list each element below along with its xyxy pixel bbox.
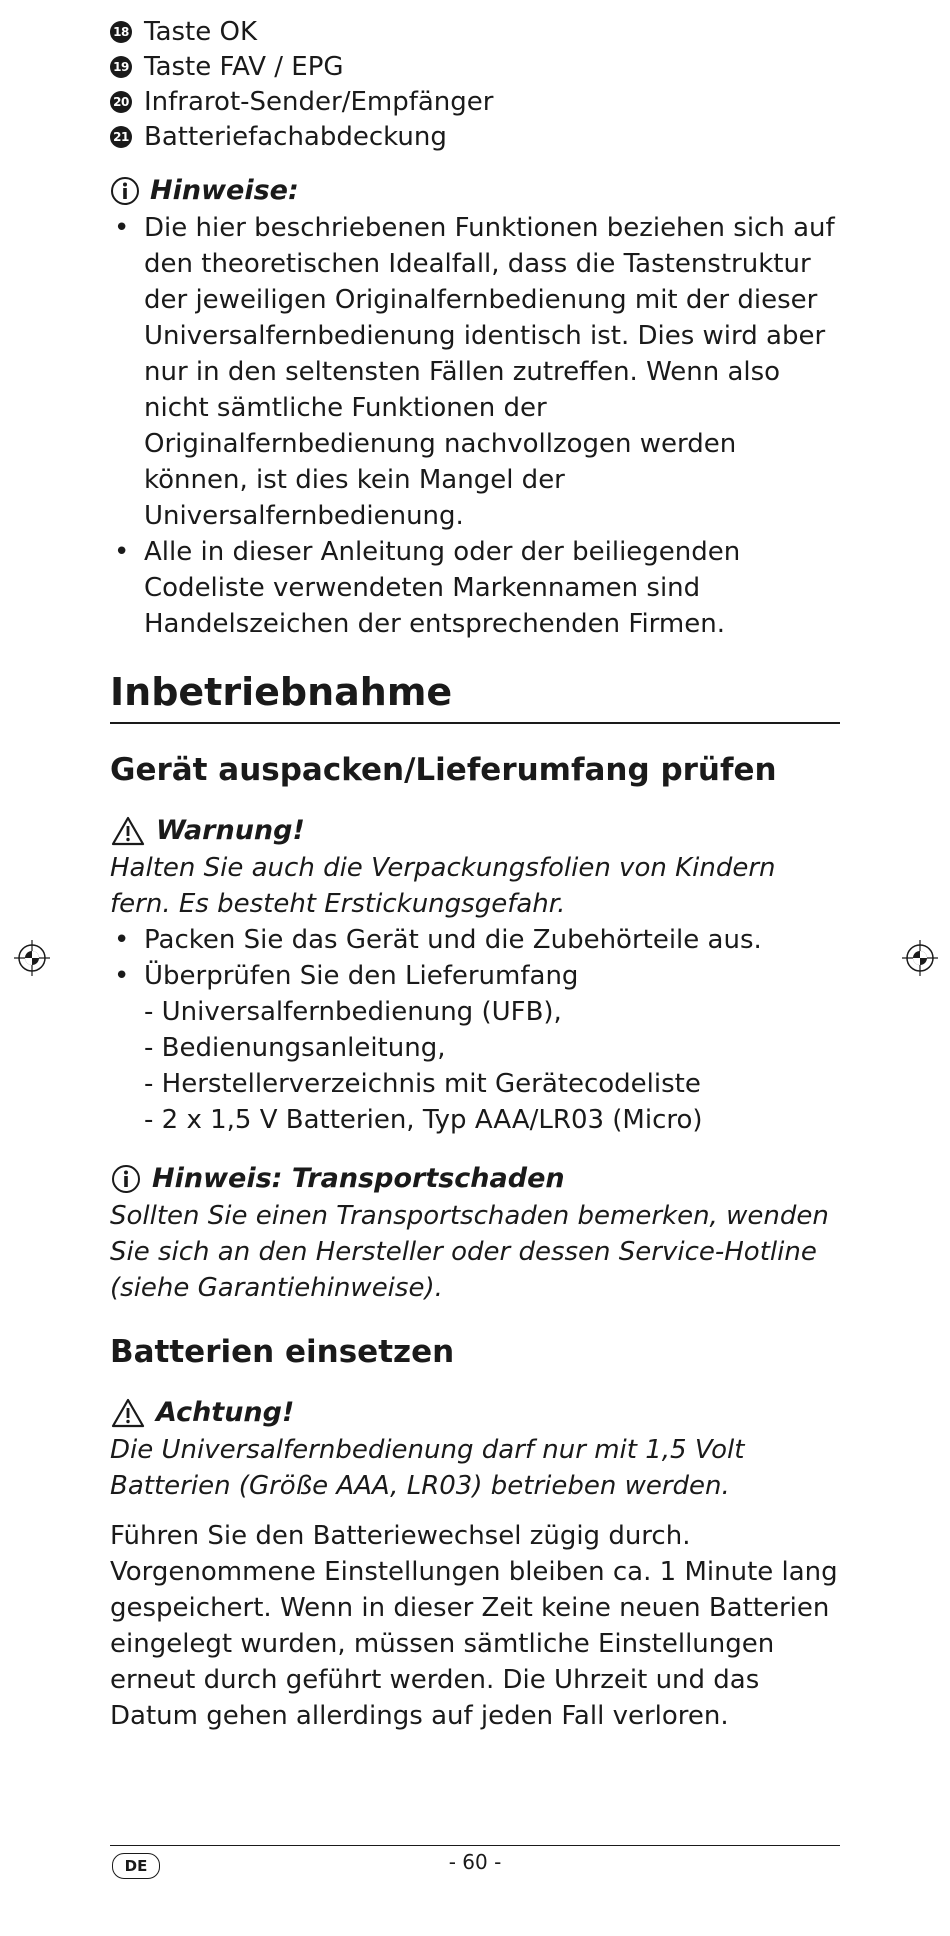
- section-title: Inbetriebnahme: [110, 668, 840, 724]
- list-item: - Herstellerverzeichnis mit Gerätecodeliste: [144, 1069, 701, 1099]
- list-item-text: Batteriefachabdeckung: [144, 121, 447, 152]
- transport-note-title: Hinweis: Transportschaden: [152, 1163, 565, 1194]
- bullet-text: Die hier beschriebenen Funktionen beziehen sich auf den theoretischen Idealfall, dass die Tastenstruktur der jeweiligen Originalfernbedienung mit der dieser Universalfernbedienung identisch ist. Dies wird aber nur in den seltensten Fällen zutreffen. Wenn also nicht sämtliche Funktionen der Originalfernbedienung nachvollzogen werden können, ist dies kein Mangel der Universalfernbedienung.: [144, 213, 835, 531]
- hinweise-list: [110, 210, 840, 642]
- list-item: - 2 x 1,5 V Batterien, Typ AAA/LR03 (Micro): [144, 1105, 703, 1135]
- list-item: [110, 922, 840, 958]
- caution-title: Achtung!: [156, 1397, 295, 1428]
- number-badge: 19: [110, 56, 132, 78]
- warning-text: Halten Sie auch die Verpackungsfolien von Kindern fern. Es besteht Erstickungsgefahr.: [110, 853, 776, 919]
- battery-change-paragraph: Führen Sie den Batteriewechsel zügig durch. Vorgenommene Einstellungen bleiben ca. 1 Minute lang gespeichert. Wenn in dieser Zeit keine neuen Batterien eingelegt wurden, müssen sämtliche Einstellungen erneut durch geführt werden. Die Uhrzeit und das Datum gehen allerdings auf jeden Fall verloren.: [110, 1521, 838, 1731]
- list-item: [110, 84, 840, 119]
- registration-mark-right-icon: [902, 940, 938, 976]
- list-item: [110, 49, 840, 84]
- page-number: - 60 -: [448, 1850, 502, 1874]
- bullet-text: Packen Sie das Gerät und die Zubehörteile aus.: [144, 925, 762, 955]
- list-item-text: Infrarot-Sender/Empfänger: [144, 86, 494, 117]
- content-column: [110, 14, 840, 1734]
- list-item: [110, 534, 840, 642]
- bullet-icon: •: [114, 537, 130, 567]
- list-item: [110, 119, 840, 154]
- batteries-heading: Batterien einsetzen: [110, 1334, 455, 1370]
- bullet-icon: •: [114, 925, 130, 955]
- list-item: [110, 14, 840, 49]
- list-item: [110, 210, 840, 534]
- bullet-icon: •: [114, 213, 130, 243]
- number-badge: 18: [110, 21, 132, 43]
- list-item-text: Taste FAV / EPG: [144, 51, 344, 82]
- numbered-parts-list: [110, 14, 840, 154]
- transport-note-heading: [110, 1160, 840, 1198]
- list-item: [110, 958, 840, 994]
- list-item-text: Taste OK: [144, 16, 258, 47]
- registration-mark-left-icon: [14, 940, 50, 976]
- transport-note-text: Sollten Sie einen Transportschaden bemerken, wenden Sie sich an den Hersteller oder dessen Service-Hotline (siehe Garantiehinweise).: [110, 1201, 829, 1303]
- list-item: - Bedienungsanleitung,: [144, 1033, 446, 1063]
- unpack-heading: Gerät auspacken/Lieferumfang prüfen: [110, 752, 777, 788]
- info-icon: [110, 1164, 142, 1194]
- warning-heading: [110, 812, 840, 850]
- info-icon: [110, 176, 140, 206]
- number-badge: 21: [110, 126, 132, 148]
- language-badge: DE: [112, 1853, 160, 1879]
- unpack-steps-list: [110, 922, 840, 994]
- warning-triangle-icon: [110, 1397, 146, 1429]
- hinweise-title: Hinweise:: [150, 175, 299, 206]
- caution-heading: [110, 1394, 840, 1432]
- scope-of-delivery-list: [110, 994, 840, 1138]
- bullet-text: Überprüfen Sie den Lieferumfang: [144, 961, 579, 991]
- bullet-icon: •: [114, 961, 130, 991]
- warning-triangle-icon: [110, 815, 146, 847]
- footer-divider: [110, 1845, 840, 1846]
- caution-text: Die Universalfernbedienung darf nur mit 1,5 Volt Batterien (Größe AAA, LR03) betrieben werden.: [110, 1435, 745, 1501]
- warning-title: Warnung!: [156, 815, 305, 846]
- number-badge: 20: [110, 91, 132, 113]
- list-item: - Universalfernbedienung (UFB),: [144, 997, 562, 1027]
- hinweise-heading: [110, 172, 840, 210]
- bullet-text: Alle in dieser Anleitung oder der beiliegenden Codeliste verwendeten Markennamen sind Handelszeichen der entsprechenden Firmen.: [144, 537, 741, 639]
